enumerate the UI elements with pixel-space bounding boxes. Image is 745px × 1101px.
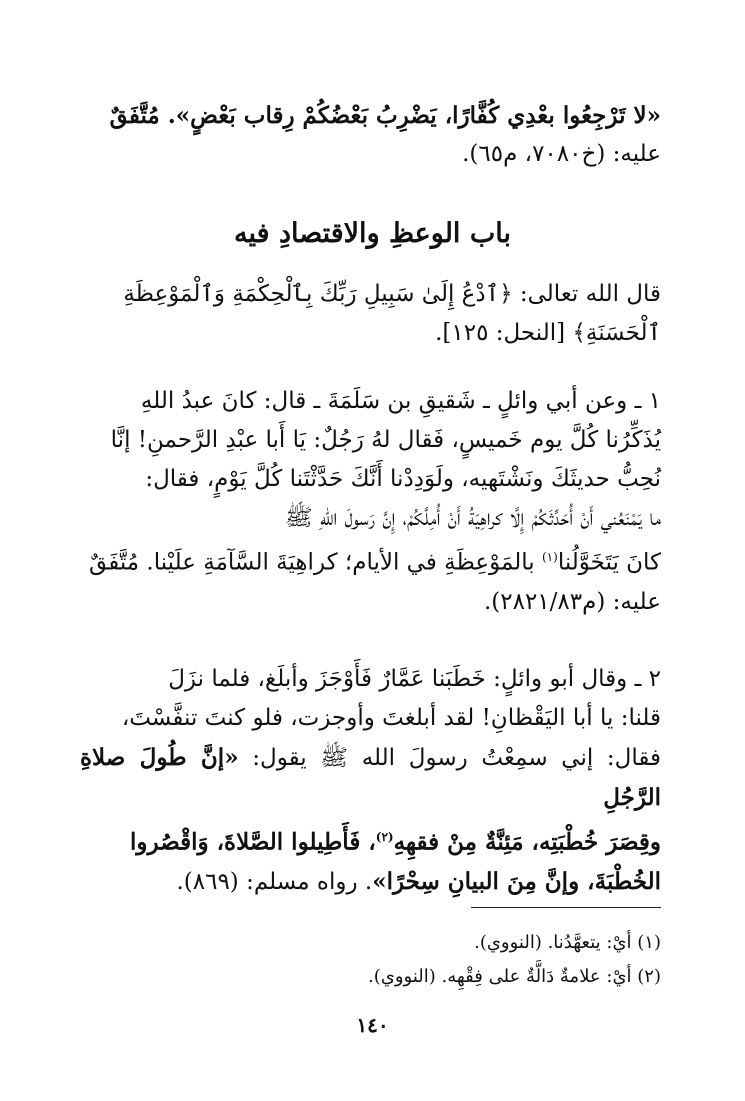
- footnote-divider: [471, 907, 661, 908]
- hadith-text: فقال: إني سمِعْتُ رسولَ الله ﷺ يقول:: [238, 745, 661, 771]
- quran-verse-line: قال الله تعالى: ﴿ٱدْعُ إِلَىٰ سَبِيلِ رَبِّكَ بِٱلْحِكْمَةِ وَٱلْمَوْعِظَةِ: [123, 281, 661, 307]
- page-number: ١٤٠: [356, 1013, 389, 1037]
- prophetic-saying: الخُطْبَةَ، وإنَّ مِنَ البيانِ سِحْرًا»: [372, 867, 661, 895]
- hadith-line: قلنا: يا أبا اليَقْظانِ! لقد أبلغتَ وأوجزت، فلو كنتَ تنفَّسْتَ،: [121, 705, 661, 731]
- footnotes: [80, 926, 661, 994]
- footnote: (٢) أيْ: علامةٌ دَالَّةٌ على فِقْهِه. (النووي).: [368, 966, 661, 987]
- hadith-line: [80, 738, 661, 818]
- prophetic-saying: «إنَّ طُولَ صلاةِ الرَّجُلِ: [80, 744, 661, 811]
- hadith-2: [80, 660, 661, 902]
- hadith-reference: عليه: (م٢٨٢١/٨٣).: [483, 588, 661, 615]
- chapter-intro: [80, 275, 661, 353]
- hadith-reference: عليه: (خ٧٠٨٠، م٦٥).: [462, 141, 661, 167]
- footnote: (١) أيْ: يتعهَّدُنا. (النووي).: [474, 932, 661, 953]
- quran-verse-line: ٱلْحَسَنَةِ﴾ [النحل: ١٢٥].: [435, 320, 661, 346]
- hadith-line: [80, 538, 661, 583]
- hadith-text: بالمَوْعِظَةِ في الأيام؛ كراهِيَةَ السَّآمَةِ علَيْنا. مُتَّفَقٌ: [89, 549, 542, 576]
- hadith-reference: . رواه مسلم: (٨٦٩).: [176, 868, 373, 895]
- hadith-continuation: [80, 96, 661, 174]
- prophetic-saying: ، فَأَطِيلوا الصَّلاةَ، وَاقْصُروا: [130, 828, 376, 856]
- hadith-1: [80, 382, 661, 622]
- hadith-line: ما يَمْنَعُني أَنْ أُحَدِّثَكُمْ إِلَّا كراهِيَةُ أَنْ أُمِلَّكُمْ، إِنَّ رَسولَ اللهِ ﷺ: [284, 505, 661, 531]
- hadith-line: ٢ ـ وقال أبو وائلٍ: خَطَبَنا عَمَّارٌ فَأَوْجَزَ وأبلَغ، فلما نزَلَ: [168, 666, 661, 692]
- footnote-marker: (١): [541, 550, 558, 564]
- hadith-line: ١ ـ وعن أبي وائلٍ ـ شَقيقِ بن سَلَمَةَ ـ قال: كانَ عبدُ اللهِ: [140, 388, 661, 414]
- chapter-title: باب الوعظِ والاقتصادِ فيه: [234, 218, 511, 249]
- hadith-line: يُذَكِّرُنا كُلَّ يوم خَميسٍ، فَقال لهُ رَجُلٌ: يَا أَبا عبْدِ الرَّحمنِ! إنَّا: [110, 427, 661, 453]
- prophetic-saying: وقِصَرَ خُطْبَتِه، مَئِنَّةٌ مِنْ فقهِهِ: [393, 828, 661, 856]
- hadith-text: كانَ يَتَخَوَّلُنا: [557, 549, 661, 576]
- hadith-text-line: «لا تَرْجِعُوا بعْدِي كُفَّارًا، يَضْرِبُ بَعْضُكُمْ رِقاب بَعْضٍ». مُتَّفَقٌ: [109, 102, 661, 129]
- hadith-line: [80, 862, 661, 902]
- footnote-marker: (٢): [375, 830, 394, 844]
- hadith-line: [80, 818, 661, 862]
- hadith-line: نُحِبُّ حديثَكَ ونَشْتَهيه، ولَوَدِدْنا أَنَّكَ حَدَّثْتَنا كُلَّ يَوْمٍ، فقال:: [145, 466, 661, 492]
